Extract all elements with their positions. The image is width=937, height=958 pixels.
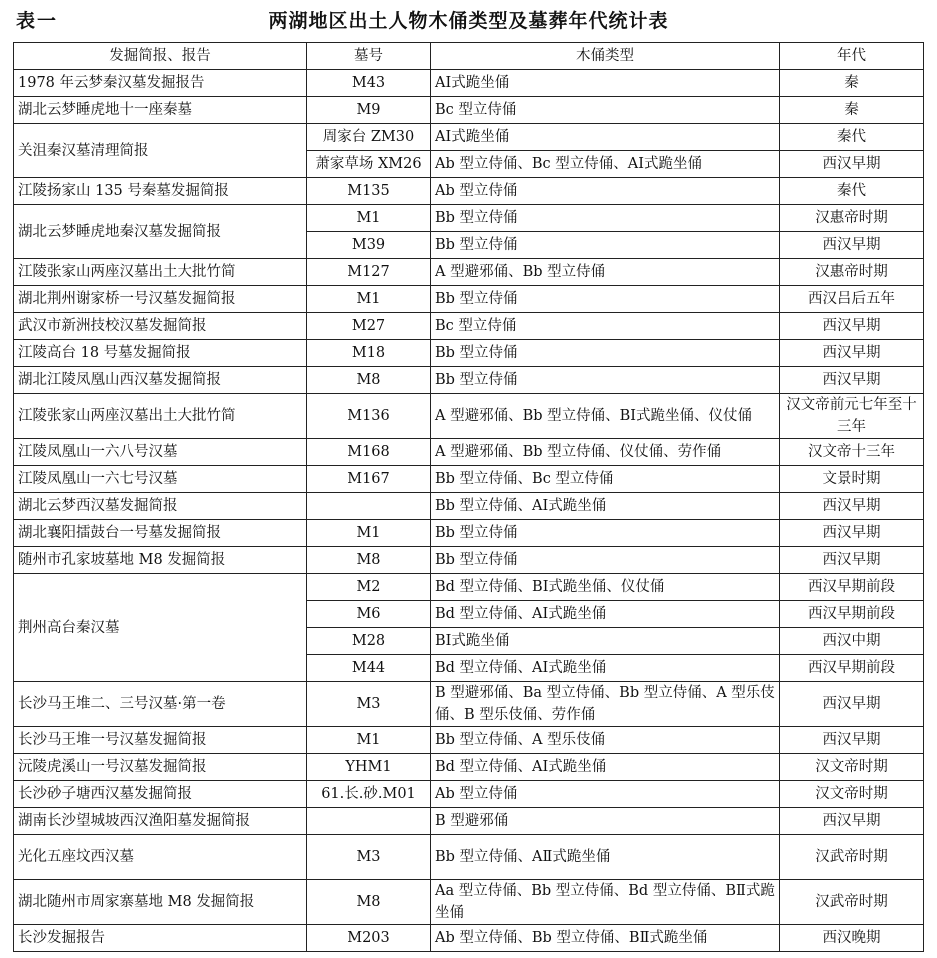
cell-tomb: M6	[307, 601, 431, 628]
table-row	[14, 493, 924, 520]
cell-era: 汉文帝时期	[780, 781, 924, 808]
table-title: 两湖地区出土人物木俑类型及墓葬年代统计表	[268, 10, 669, 32]
cell-source: 沅陵虎溪山一号汉墓发掘简报	[14, 754, 307, 781]
cell-era: 西汉早期	[780, 313, 924, 340]
cell-tomb: M203	[307, 925, 431, 952]
cell-source: 长沙马王堆一号汉墓发掘简报	[14, 727, 307, 754]
cell-tomb: M3	[307, 682, 431, 727]
cell-type: Bb 型立侍俑、AⅠ式跪坐俑	[431, 493, 780, 520]
table-row	[14, 205, 924, 232]
cell-type: Bd 型立侍俑、AⅠ式跪坐俑	[431, 601, 780, 628]
cell-type: Bb 型立侍俑	[431, 232, 780, 259]
cell-type: B 型避邪俑、Ba 型立侍俑、Bb 型立侍俑、A 型乐伎俑、B 型乐伎俑、劳作俑	[431, 682, 780, 727]
table-row	[14, 259, 924, 286]
cell-tomb: M127	[307, 259, 431, 286]
table-row	[14, 520, 924, 547]
cell-source: 1978 年云梦秦汉墓发掘报告	[14, 70, 307, 97]
col-header-tomb: 墓号	[307, 43, 431, 70]
cell-source: 江陵张家山两座汉墓出土大批竹简	[14, 394, 307, 439]
cell-era: 西汉早期前段	[780, 601, 924, 628]
cell-era: 汉武帝时期	[780, 835, 924, 880]
cell-era: 西汉早期	[780, 151, 924, 178]
cell-era: 西汉早期	[780, 232, 924, 259]
cell-type: Bd 型立侍俑、AⅠ式跪坐俑	[431, 655, 780, 682]
cell-type: Bb 型立侍俑、AⅡ式跪坐俑	[431, 835, 780, 880]
cell-tomb: M1	[307, 205, 431, 232]
cell-source: 湖北随州市周家寨墓地 M8 发掘简报	[14, 880, 307, 925]
cell-type: Ab 型立侍俑、Bc 型立侍俑、AⅠ式跪坐俑	[431, 151, 780, 178]
cell-source: 随州市孔家坡墓地 M8 发掘简报	[14, 547, 307, 574]
cell-source: 江陵高台 18 号墓发掘简报	[14, 340, 307, 367]
cell-tomb: M8	[307, 547, 431, 574]
table-row	[14, 124, 924, 151]
cell-type: B 型避邪俑	[431, 808, 780, 835]
cell-type: BⅠ式跪坐俑	[431, 628, 780, 655]
cell-era: 西汉早期前段	[780, 655, 924, 682]
header-row	[14, 43, 924, 70]
cell-source: 光化五座坟西汉墓	[14, 835, 307, 880]
cell-era: 文景时期	[780, 466, 924, 493]
cell-tomb: 61.长.砂.M01	[307, 781, 431, 808]
cell-type: Bb 型立侍俑、Bc 型立侍俑	[431, 466, 780, 493]
table-row	[14, 682, 924, 727]
cell-tomb: M3	[307, 835, 431, 880]
cell-type: Bb 型立侍俑	[431, 286, 780, 313]
cell-tomb: M167	[307, 466, 431, 493]
cell-type: Bd 型立侍俑、BⅠ式跪坐俑、仪仗俑	[431, 574, 780, 601]
table-label: 表一	[16, 10, 59, 32]
table-row	[14, 880, 924, 925]
caption-row	[0, 0, 937, 38]
figurine-table	[13, 42, 924, 952]
table-row	[14, 394, 924, 439]
cell-tomb: M2	[307, 574, 431, 601]
table-row	[14, 781, 924, 808]
cell-source: 湖南长沙望城坡西汉渔阳墓发掘简报	[14, 808, 307, 835]
cell-type: Bb 型立侍俑	[431, 547, 780, 574]
cell-type: Bb 型立侍俑、A 型乐伎俑	[431, 727, 780, 754]
cell-source: 长沙砂子塘西汉墓发掘简报	[14, 781, 307, 808]
cell-era: 汉文帝时期	[780, 754, 924, 781]
cell-tomb: M1	[307, 520, 431, 547]
cell-source: 湖北荆州谢家桥一号汉墓发掘简报	[14, 286, 307, 313]
cell-source: 江陵扬家山 135 号秦墓发掘简报	[14, 178, 307, 205]
cell-source: 江陵凤凰山一六七号汉墓	[14, 466, 307, 493]
table-row	[14, 178, 924, 205]
cell-era: 西汉早期	[780, 493, 924, 520]
cell-era: 西汉早期	[780, 340, 924, 367]
cell-era: 汉惠帝时期	[780, 259, 924, 286]
cell-source: 湖北江陵凤凰山西汉墓发掘简报	[14, 367, 307, 394]
cell-type: A 型避邪俑、Bb 型立侍俑、BⅠ式跪坐俑、仪仗俑	[431, 394, 780, 439]
cell-era: 秦	[780, 97, 924, 124]
cell-era: 秦代	[780, 178, 924, 205]
cell-type: A 型避邪俑、Bb 型立侍俑	[431, 259, 780, 286]
cell-tomb: M8	[307, 367, 431, 394]
cell-tomb	[307, 808, 431, 835]
cell-source: 湖北云梦睡虎地秦汉墓发掘简报	[14, 205, 307, 259]
table-row	[14, 574, 924, 601]
table-row	[14, 547, 924, 574]
cell-type: A 型避邪俑、Bb 型立侍俑、仪仗俑、劳作俑	[431, 439, 780, 466]
cell-type: Bc 型立侍俑	[431, 97, 780, 124]
cell-type: Bd 型立侍俑、AⅠ式跪坐俑	[431, 754, 780, 781]
cell-era: 西汉中期	[780, 628, 924, 655]
cell-era: 西汉早期	[780, 547, 924, 574]
col-header-source: 发掘简报、报告	[14, 43, 307, 70]
cell-source: 湖北襄阳擂鼓台一号墓发掘简报	[14, 520, 307, 547]
cell-tomb: M43	[307, 70, 431, 97]
table-row	[14, 367, 924, 394]
cell-source: 荆州高台秦汉墓	[14, 574, 307, 682]
cell-type: Bb 型立侍俑	[431, 520, 780, 547]
table-row	[14, 286, 924, 313]
cell-tomb: M136	[307, 394, 431, 439]
cell-type: Bb 型立侍俑	[431, 367, 780, 394]
cell-tomb: M168	[307, 439, 431, 466]
cell-source: 武汉市新洲技校汉墓发掘简报	[14, 313, 307, 340]
table-row	[14, 925, 924, 952]
cell-tomb: M28	[307, 628, 431, 655]
cell-era: 西汉早期	[780, 727, 924, 754]
cell-era: 西汉吕后五年	[780, 286, 924, 313]
table-row	[14, 340, 924, 367]
cell-tomb	[307, 493, 431, 520]
table-row	[14, 439, 924, 466]
cell-era: 汉文帝前元七年至十三年	[780, 394, 924, 439]
col-header-type: 木俑类型	[431, 43, 780, 70]
table-row	[14, 754, 924, 781]
cell-tomb: M1	[307, 727, 431, 754]
cell-tomb: 周家台 ZM30	[307, 124, 431, 151]
table-row	[14, 70, 924, 97]
cell-tomb: M1	[307, 286, 431, 313]
cell-era: 西汉早期	[780, 367, 924, 394]
table-body	[14, 70, 924, 952]
cell-tomb: M27	[307, 313, 431, 340]
table-row	[14, 727, 924, 754]
table-row	[14, 313, 924, 340]
cell-source: 湖北云梦西汉墓发掘简报	[14, 493, 307, 520]
cell-tomb: M9	[307, 97, 431, 124]
cell-type: Ab 型立侍俑	[431, 781, 780, 808]
cell-tomb: 萧家草场 XM26	[307, 151, 431, 178]
cell-source: 湖北云梦睡虎地十一座秦墓	[14, 97, 307, 124]
cell-era: 西汉早期	[780, 682, 924, 727]
cell-tomb: YHM1	[307, 754, 431, 781]
table-row	[14, 466, 924, 493]
cell-type: AⅠ式跪坐俑	[431, 70, 780, 97]
col-header-era: 年代	[780, 43, 924, 70]
table-row	[14, 97, 924, 124]
cell-tomb: M44	[307, 655, 431, 682]
table-row	[14, 835, 924, 880]
cell-type: Bc 型立侍俑	[431, 313, 780, 340]
cell-type: Ab 型立侍俑、Bb 型立侍俑、BⅡ式跪坐俑	[431, 925, 780, 952]
cell-source: 江陵凤凰山一六八号汉墓	[14, 439, 307, 466]
cell-era: 汉惠帝时期	[780, 205, 924, 232]
cell-tomb: M135	[307, 178, 431, 205]
table-row	[14, 808, 924, 835]
cell-era: 汉文帝十三年	[780, 439, 924, 466]
cell-type: Ab 型立侍俑	[431, 178, 780, 205]
cell-source: 关沮秦汉墓清理简报	[14, 124, 307, 178]
cell-tomb: M39	[307, 232, 431, 259]
cell-tomb: M18	[307, 340, 431, 367]
cell-era: 西汉早期前段	[780, 574, 924, 601]
cell-source: 江陵张家山两座汉墓出土大批竹简	[14, 259, 307, 286]
cell-type: Aa 型立侍俑、Bb 型立侍俑、Bd 型立侍俑、BⅡ式跪坐俑	[431, 880, 780, 925]
cell-era: 西汉早期	[780, 808, 924, 835]
cell-type: Bb 型立侍俑	[431, 340, 780, 367]
cell-era: 西汉早期	[780, 520, 924, 547]
cell-type: Bb 型立侍俑	[431, 205, 780, 232]
cell-era: 西汉晚期	[780, 925, 924, 952]
cell-era: 秦代	[780, 124, 924, 151]
cell-source: 长沙马王堆二、三号汉墓·第一卷	[14, 682, 307, 727]
cell-era: 秦	[780, 70, 924, 97]
cell-type: AⅠ式跪坐俑	[431, 124, 780, 151]
cell-source: 长沙发掘报告	[14, 925, 307, 952]
cell-tomb: M8	[307, 880, 431, 925]
cell-era: 汉武帝时期	[780, 880, 924, 925]
